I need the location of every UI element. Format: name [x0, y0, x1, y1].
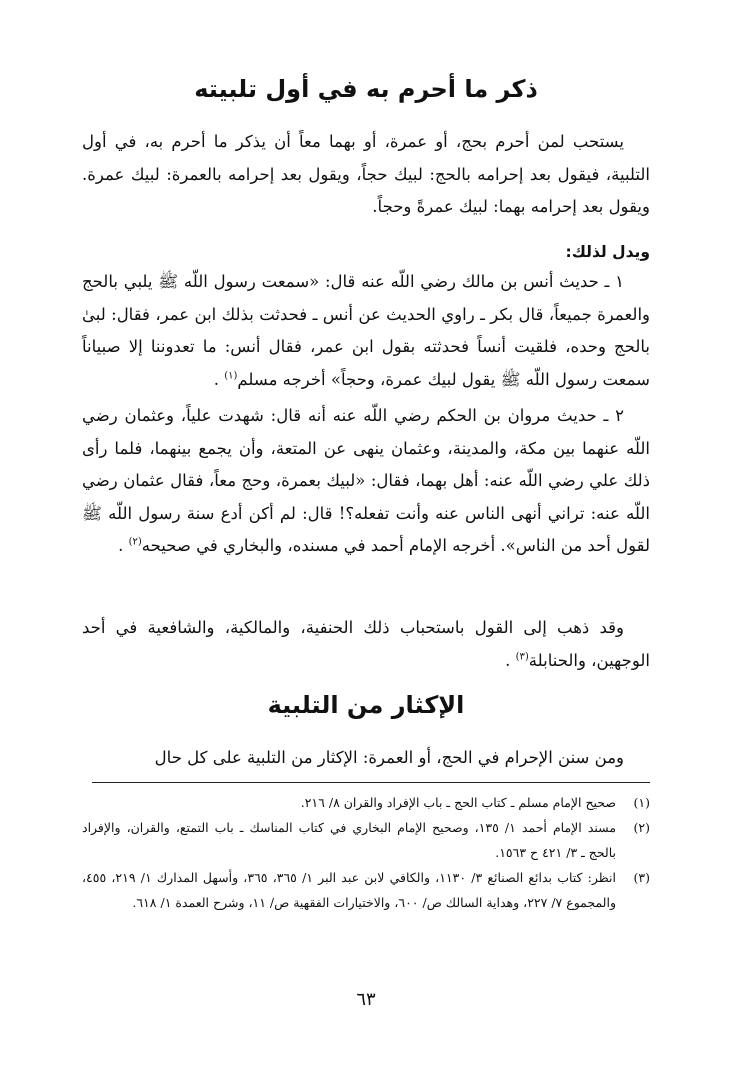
hadith-two-paragraph: ٢ ـ حديث مروان بن الحكم رضي اللّه عنه أنه قال: شهدت علياً، وعثمان رضي اللّه عنهما بين مكة، والمدينة، وعثمان ينهى عن المتعة، وأن يجمع بينهما، فلما رأى ذلك علي رضي اللّه عنه: أهل بهما، فقال: «لبيك بعمرة، وحج معاً، فقال عثمان رضي اللّه عنه: تراني أنهى الناس عنه وأنت تفعله؟! قال: لم أكن أدع سنة رسول اللّه ﷺ لقول أحد من الناس». أخرجه الإمام أحمد في مسنده، والبخاري في صحيحه$^{(٢)}$ . — [82, 406, 650, 555]
footnote-number: (٢) — [633, 820, 650, 835]
intro-paragraph: يستحب لمن أحرم بحج، أو عمرة، أو بهما معاً أن يذكر ما أحرم به، في أول التلبية، فيقول بعد إحرامه بالحج: لبيك حجاً، ويقول بعد إحرامه بالعمرة: لبيك عمرة. ويقول بعد إحرامه بهما: لبيك عمرةً وحجاً. — [82, 132, 650, 216]
sunnah-paragraph: ومن سنن الإحرام في الحج، أو العمرة: الإكثار من التلبية على كل حال — [154, 748, 624, 767]
footnote-divider — [92, 782, 650, 783]
hadith-two-text: ٢ ـ حديث مروان بن الحكم رضي اللّه عنه أنه قال: شهدت علياً، وعثمان رضي اللّه عنهما بين مكة، والمدينة، وعثمان ينهى عن المتعة، وأن يجمع بينهما، فلما رأى ذلك علي رضي اللّه عنه: أهل بهما، فقال: «لبيك بعمرة، وحج معاً، فقال عثمان رضي اللّه عنه: تراني أنهى الناس عنه وأنت تفعله؟! قال: لم أكن أدع سنة رسول اللّه ﷺ لقول أحد من الناس». أخرجه الإمام أحمد في مسنده، والبخاري في صحيحه — [82, 406, 650, 555]
evidence-label: ويدل لذلك: — [565, 243, 650, 261]
footnote-number: (١) — [633, 795, 650, 810]
footnote-text: مسند الإمام أحمد ١/ ١٣٥، وصحيح الإمام البخاري في كتاب المناسك ـ باب التمتع، والقران، والإفراد بالحج ـ ٣/ ٤٢١ ح ١٥٦٣. — [82, 820, 617, 860]
footnote-text: انظر: كتاب بدائع الصنائع ٣/ ١١٣٠، والكافي لابن عبد البر ١/ ٣٦٥، ٣٦٥، وأسهل المدارك ١/ ٢١٩، ٤٥٥، والمجموع ٧/ ٢٢٧، وهداية السالك ص/ ٦٠٠، والاختيارات الفقهية ص/ ١١، وشرح العمدة ١/ ٦١٨. — [82, 870, 616, 910]
footnote-ref-2: (٢) — [128, 536, 142, 548]
hadith-one-paragraph: ١ ـ حديث أنس بن مالك رضي اللّه عنه قال: «سمعت رسول اللّه ﷺ يلبي بالحج والعمرة جميعاً، قال بكر ـ راوي الحديث عن أنس ـ فحدثت بذلك ابن عمر، فقال: لبىٰ بالحج وحده، فلقيت أنساً فحدثته بقول ابن عمر، فقال أنس: ما تعدوننا إلا صبياناً سمعت رسول اللّه ﷺ يقول لبيك عمرة، وحجاً» أخرجه مسلم$^{(١)}$ . — [82, 272, 650, 389]
footnote-item — [82, 865, 650, 915]
footnote-text: صحيح الإمام مسلم ـ كتاب الحج ـ باب الإفراد والقران ٨/ ٢١٦. — [300, 795, 616, 810]
footnote-ref-1: (١) — [224, 370, 238, 381]
section-heading-second: الإكثار من التلبية — [267, 691, 465, 719]
madhab-paragraph: وقد ذهب إلى القول باستحباب ذلك الحنفية، والمالكية، والشافعية في أحد الوجهين، والحنابلة$^{(٣)}$ . — [82, 618, 650, 670]
footnote-number: (٣) — [633, 870, 650, 885]
page-number: ٦٣ — [356, 989, 376, 1010]
footnote-ref-3: (٣) — [515, 651, 529, 662]
madhab-text: وقد ذهب إلى القول باستحباب ذلك الحنفية، والمالكية، والشافعية في أحد الوجهين، والحنابلة — [82, 618, 650, 670]
footnotes-list — [82, 790, 650, 915]
footnote-item — [82, 815, 650, 865]
footnote-item — [82, 790, 650, 815]
hadith-one-text: ١ ـ حديث أنس بن مالك رضي اللّه عنه قال: «سمعت رسول اللّه ﷺ يلبي بالحج والعمرة جميعاً، قال بكر ـ راوي الحديث عن أنس ـ فحدثت بذلك ابن عمر، فقال: لبىٰ بالحج وحده، فلقيت أنساً فحدثته بقول ابن عمر، فقال أنس: ما تعدوننا إلا صبياناً سمعت رسول اللّه ﷺ يقول لبيك عمرة، وحجاً» أخرجه مسلم — [82, 272, 650, 389]
section-heading-first: ذكر ما أحرم به في أول تلبيته — [194, 75, 538, 103]
